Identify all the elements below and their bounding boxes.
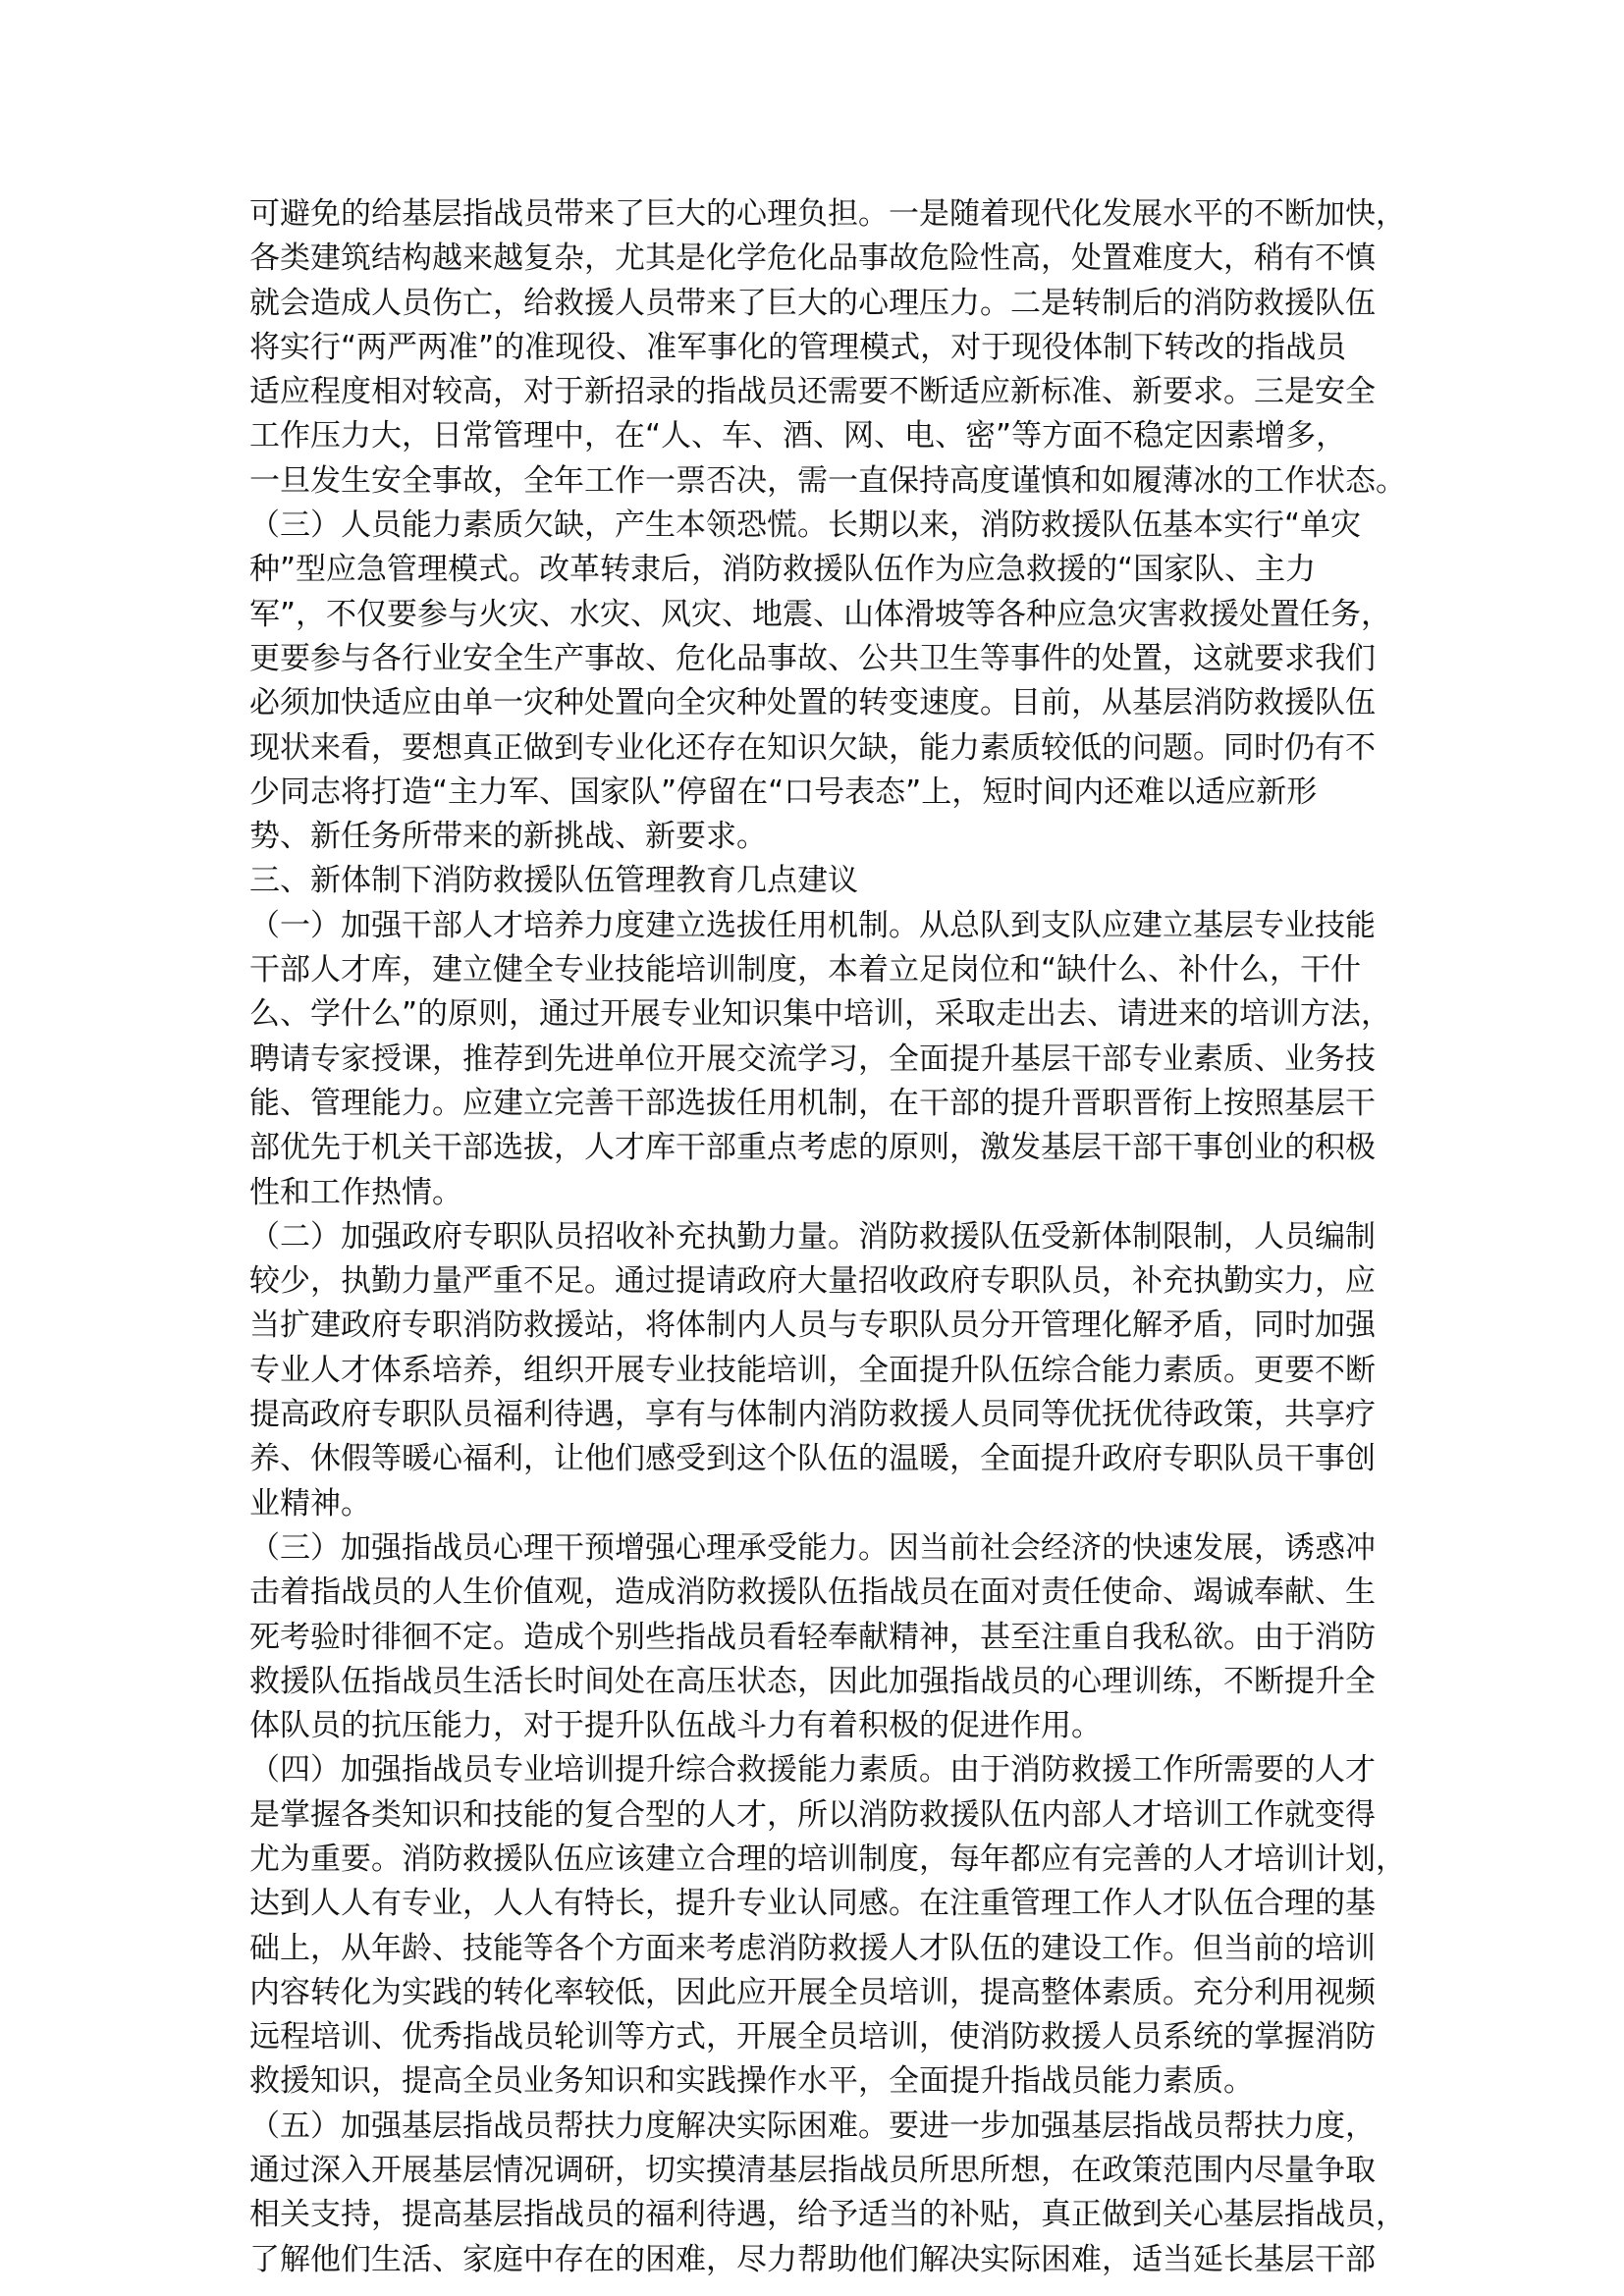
text-line: 础上，从年龄、技能等各个方面来考虑消防救援人才队伍的建设工作。但当前的培训 xyxy=(249,1930,1376,1966)
text-line: 么、学什么”的原则，通过开展专业知识集中培训，采取走出去、请进来的培训方法， xyxy=(249,996,1392,1033)
text-line: 适应程度相对较高，对于新招录的指战员还需要不断适应新标准、新要求。三是安全 xyxy=(249,374,1376,410)
text-line: 将实行“两严两准”的准现役、准军事化的管理模式，对于现役体制下转改的指战员 xyxy=(249,329,1347,365)
text-line: 种”型应急管理模式。改革转隶后，消防救援队伍作为应急救援的“国家队、主力 xyxy=(249,552,1317,588)
text-line: 性和工作热情。 xyxy=(249,1174,462,1210)
text-line: 养、休假等暖心福利，让他们感受到这个队伍的温暖，全面提升政府专职队员干事创 xyxy=(249,1441,1376,1477)
text-line: 死考验时徘徊不定。造成个别些指战员看轻奉献精神，甚至注重自我私欲。由于消防 xyxy=(249,1619,1376,1655)
text-line: 体队员的抗压能力，对于提升队伍战斗力有着积极的促进作用。 xyxy=(249,1708,1102,1744)
text-line: 救援知识，提高全员业务知识和实践操作水平，全面提升指战员能力素质。 xyxy=(249,2063,1254,2100)
text-line: 各类建筑结构越来越复杂，尤其是化学危化品事故危险性高，处置难度大，稍有不慎 xyxy=(249,240,1376,277)
text-line: 内容转化为实践的转化率较低，因此应开展全员培训，提高整体素质。充分利用视频 xyxy=(249,1974,1376,2010)
text-line: 聘请专家授课，推荐到先进单位开展交流学习，全面提升基层干部专业素质、业务技 xyxy=(249,1041,1376,1077)
text-line: 少同志将打造“主力军、国家队”停留在“口号表态”上，短时间内还难以适应新形 xyxy=(249,774,1318,810)
text-line: 较少，执勤力量严重不足。通过提请政府大量招收政府专职队员，补充执勤实力，应 xyxy=(249,1263,1376,1300)
text-line: 尤为重要。消防救援队伍应该建立合理的培训制度，每年都应有完善的人才培训计划， xyxy=(249,1841,1406,1877)
text-line: （三）加强指战员心理干预增强心理承受能力。因当前社会经济的快速发展，诱惑冲 xyxy=(249,1529,1376,1566)
text-line: 可避免的给基层指战员带来了巨大的心理负担。一是随着现代化发展水平的不断加快， xyxy=(249,196,1406,232)
text-line: 提高政府专职队员福利待遇，享有与体制内消防救援人员同等优抚优待政策，共享疗 xyxy=(249,1397,1376,1433)
text-line: 势、新任务所带来的新挑战、新要求。 xyxy=(249,819,767,855)
section-heading: 三、新体制下消防救援队伍管理教育几点建议 xyxy=(249,863,858,899)
text-line: 通过深入开展基层情况调研，切实摸清基层指战员所思所想，在政策范围内尽量争取 xyxy=(249,2153,1376,2189)
text-line: 军”，不仅要参与火灾、水灾、风灾、地震、山体滑坡等各种应急灾害救援处置任务， xyxy=(249,596,1392,632)
text-line: 了解他们生活、家庭中存在的困难，尽力帮助他们解决实际困难，适当延长基层干部 xyxy=(249,2241,1376,2277)
text-line: 击着指战员的人生价值观，造成消防救援队伍指战员在面对责任使命、竭诚奉献、生 xyxy=(249,1575,1376,1611)
text-line: 现状来看，要想真正做到专业化还存在知识欠缺，能力素质较低的问题。同时仍有不 xyxy=(249,729,1376,766)
text-line: （四）加强指战员专业培训提升综合救援能力素质。由于消防救援工作所需要的人才 xyxy=(249,1752,1376,1789)
text-line: 是掌握各类知识和技能的复合型的人才，所以消防救援队伍内部人才培训工作就变得 xyxy=(249,1796,1376,1833)
document-body xyxy=(249,192,1406,2282)
text-line: 远程培训、优秀指战员轮训等方式，开展全员培训，使消防救援人员系统的掌握消防 xyxy=(249,2019,1376,2056)
text-line: 就会造成人员伤亡，给救援人员带来了巨大的心理压力。二是转制后的消防救援队伍 xyxy=(249,285,1376,321)
text-line: （五）加强基层指战员帮扶力度解决实际困难。要进一步加强基层指战员帮扶力度， xyxy=(249,2108,1376,2144)
text-line: 必须加快适应由单一灾种处置向全灾种处置的转变速度。目前，从基层消防救援队伍 xyxy=(249,685,1376,721)
text-line: 部优先于机关干部选拔，人才库干部重点考虑的原则，激发基层干部干事创业的积极 xyxy=(249,1130,1376,1166)
text-line: 相关支持，提高基层指战员的福利待遇，给予适当的补贴，真正做到关心基层指战员， xyxy=(249,2197,1406,2233)
text-line: 更要参与各行业安全生产事故、危化品事故、公共卫生等事件的处置，这就要求我们 xyxy=(249,640,1376,676)
text-line: （一）加强干部人才培养力度建立选拔任用机制。从总队到支队应建立基层专业技能 xyxy=(249,907,1376,943)
text-line: 专业人才体系培养，组织开展专业技能培训，全面提升队伍综合能力素质。更要不断 xyxy=(249,1352,1376,1388)
text-line: （三）人员能力素质欠缺，产生本领恐慌。长期以来，消防救援队伍基本实行“单灾 xyxy=(249,507,1362,544)
text-line: 工作压力大，日常管理中，在“人、车、酒、网、电、密”等方面不稳定因素增多， xyxy=(249,418,1347,454)
text-line: 业精神。 xyxy=(249,1485,371,1522)
text-line: 救援队伍指战员生活长时间处在高压状态，因此加强指战员的心理训练，不断提升全 xyxy=(249,1663,1376,1699)
text-line: 一旦发生安全事故，全年工作一票否决，需一直保持高度谨慎和如履薄冰的工作状态。 xyxy=(249,462,1406,499)
text-line: 能、管理能力。应建立完善干部选拔任用机制，在干部的提升晋职晋衔上按照基层干 xyxy=(249,1085,1376,1121)
text-line: 达到人人有专业，人人有特长，提升专业认同感。在注重管理工作人才队伍合理的基 xyxy=(249,1886,1376,1922)
text-line: （二）加强政府专职队员招收补充执勤力量。消防救援队伍受新体制限制，人员编制 xyxy=(249,1218,1376,1255)
text-line: 当扩建政府专职消防救援站，将体制内人员与专职队员分开管理化解矛盾，同时加强 xyxy=(249,1308,1376,1344)
text-line: 干部人才库，建立健全专业技能培训制度，本着立足岗位和“缺什么、补什么，干什 xyxy=(249,952,1362,988)
